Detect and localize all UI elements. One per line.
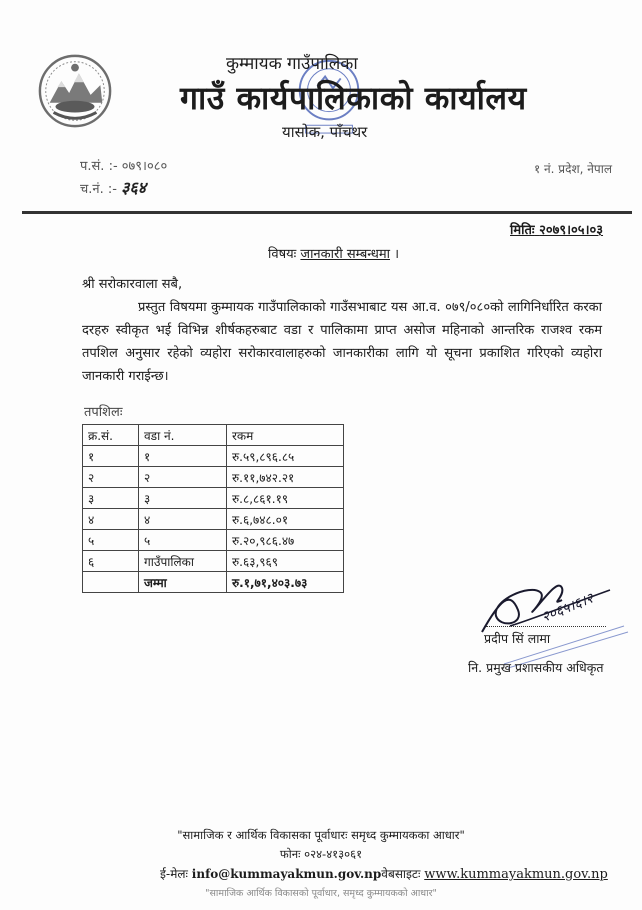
table-cell: २: [139, 467, 227, 488]
table-cell: १: [83, 446, 139, 467]
ps-value: ०७९।०८०: [121, 159, 168, 174]
revenue-table: [82, 424, 344, 593]
table-cell: गाउँपालिका: [139, 551, 227, 572]
column-header-amount: रकम: [227, 425, 344, 446]
signer-name: प्रदीप सिं लामा: [484, 631, 551, 646]
table-cell: ४: [139, 509, 227, 530]
table-cell: ५: [139, 530, 227, 551]
letter-subject: [268, 244, 399, 262]
web-label: वेबसाइटः: [381, 867, 421, 881]
total-amount: रु.१,७१,४०३.७३: [227, 572, 344, 593]
table-cell: १: [139, 446, 227, 467]
footer-contact: [160, 865, 608, 882]
table-cell: रु.११,७४२.२१: [227, 467, 344, 488]
column-header-sn: क्र.सं.: [83, 425, 139, 446]
table-cell: रु.५९,८९६.८५: [227, 446, 344, 467]
org-name: कुम्मायक गाउँपालिका: [226, 54, 358, 74]
salutation: श्री सरोकारवाला सबै,: [82, 277, 183, 292]
table-cell: [83, 572, 139, 593]
table-cell: रु.६३,९६९: [227, 551, 344, 572]
table-cell: ६: [83, 551, 139, 572]
cn-label: च.नं. :-: [80, 182, 117, 197]
subject-end: ।: [394, 247, 400, 262]
email-link[interactable]: info@kummayakmun.gov.np: [191, 867, 382, 881]
table-row: [83, 509, 344, 530]
total-label: जम्मा: [139, 572, 227, 593]
table-row: [83, 551, 344, 572]
table-cell: ३: [139, 488, 227, 509]
table-cell: २: [83, 467, 139, 488]
subject-value: जानकारी सम्बन्धमा: [300, 247, 390, 262]
office-title: गाउँ कार्यपालिकाको कार्यालय: [180, 79, 527, 117]
table-cell: ४: [83, 509, 139, 530]
website-link[interactable]: www.kummayakmun.gov.np: [424, 867, 608, 882]
subject-label: विषयः: [268, 247, 297, 262]
table-row: [83, 446, 344, 467]
table-cell: रु.६,७४८.०१: [227, 509, 344, 530]
office-location: यासोक, पाँचथर: [282, 123, 368, 141]
table-row: [83, 467, 344, 488]
table-row: [83, 530, 344, 551]
table-total-row: [83, 572, 344, 593]
table-cell: ५: [83, 530, 139, 551]
ps-reference: [80, 156, 167, 174]
table-header-row: [83, 425, 344, 446]
province-label: १ नं. प्रदेश, नेपाल: [533, 162, 612, 176]
ps-label: प.सं. :-: [80, 159, 118, 174]
footer-quote: "सामाजिक र आर्थिक विकासका पूर्वाधारः समृध्द कुम्मायकका आधार": [177, 828, 465, 842]
signer-title: नि. प्रमुख प्रशासकीय अधिकृत: [468, 660, 604, 675]
letter-date: [510, 220, 603, 238]
cn-value: ३६४: [121, 178, 147, 197]
cn-reference: [80, 176, 146, 198]
date-value: २०७९।०५।०३: [539, 223, 604, 238]
column-header-ward: वडा नं.: [139, 425, 227, 446]
table-cell: ३: [83, 488, 139, 509]
footer-phone: फोनः ०२४-४१३०६१: [279, 847, 363, 861]
letter-body: प्रस्तुत विषयमा कुम्मायक गाउँपालिकाको गाउँसभाबाट यस आ.व. ०७९/०८०को लागिनिर्धारित करका दरहरु स्वीकृत भई विभिन्न शीर्षकहरुबाट वडा र पालिकामा प्राप्त असोज महिनाको आन्तरिक राजश्व रकम तपशिल अनुसार रहेको व्यहोरा सरोकारवालाहरुको जानकारीका लागि यो सूचना प्रकाशित गरिएको व्यहोरा जानकारी गराईन्छ।: [82, 300, 602, 384]
table-cell: रु.२०,९८६.४७: [227, 530, 344, 551]
details-label: तपशिलः: [84, 405, 123, 420]
table-row: [83, 488, 344, 509]
footer-tagline: "सामाजिक आर्थिक विकासको पूर्वाधार, समृध्द कुम्मायकको आधार": [205, 888, 437, 899]
date-label: मितिः: [510, 223, 535, 238]
nepal-emblem-icon: [36, 52, 114, 130]
email-label: ई-मेलः: [160, 867, 188, 881]
svg-text:२०६५।६।२: २०६५।६।२: [539, 590, 596, 626]
table-cell: रु.८,८६१.१९: [227, 488, 344, 509]
header-divider: [22, 211, 632, 214]
